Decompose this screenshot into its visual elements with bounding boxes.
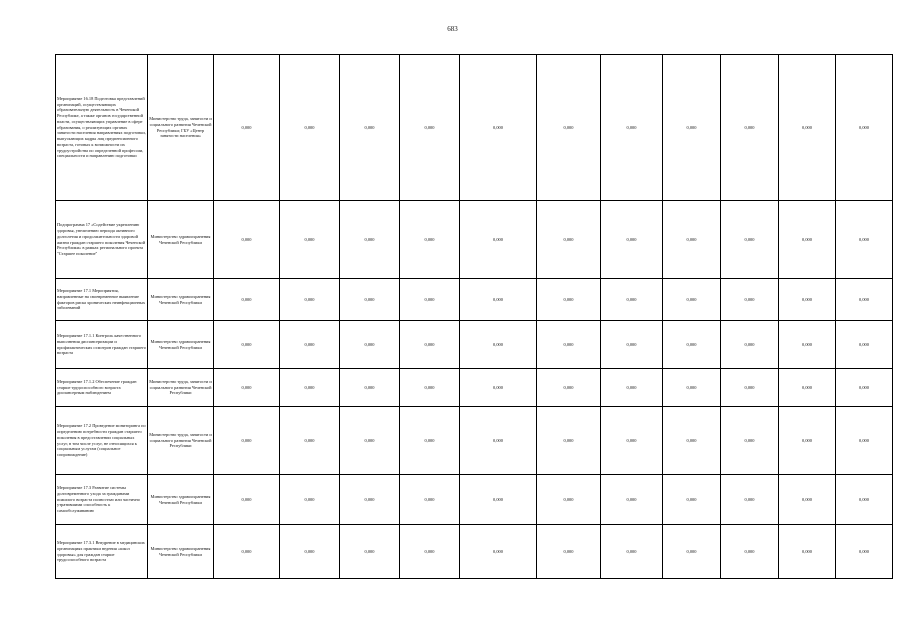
value-cell: 0,000 bbox=[400, 369, 460, 407]
value-cell: 0,000 bbox=[537, 407, 601, 475]
value-cell: 0,000 bbox=[280, 55, 340, 201]
value-cell: 0,000 bbox=[779, 369, 836, 407]
value-cell: 0,000 bbox=[836, 55, 893, 201]
value-cell: 0,000 bbox=[340, 55, 400, 201]
activity-name-cell: Мероприятие 17.2 Проведение мониторинга по определению потребности граждан старшего поколения в предоставлении социальных услуг, в том числе услуг, не относящихся к социальным услугам (социальное сопровождение) bbox=[56, 407, 148, 475]
table-row bbox=[56, 369, 893, 407]
table-body bbox=[56, 55, 893, 579]
value-cell: 0,000 bbox=[280, 279, 340, 321]
table-row bbox=[56, 55, 893, 201]
value-cell: 0,000 bbox=[280, 321, 340, 369]
value-cell: 0,000 bbox=[601, 475, 663, 525]
table-row bbox=[56, 279, 893, 321]
value-cell: 0,000 bbox=[340, 525, 400, 579]
value-cell: 0,000 bbox=[460, 321, 537, 369]
table-row bbox=[56, 475, 893, 525]
activity-name-cell: Подпрограмма 17 «Содействие укреплению здоровья, увеличению периода активного долголетия и продолжительности здоровой жизни граждан старшего поколения Чеченской Республики» в рамках регионального проекта "Старшее поколение" bbox=[56, 201, 148, 279]
value-cell: 0,000 bbox=[537, 369, 601, 407]
value-cell: 0,000 bbox=[280, 525, 340, 579]
value-cell: 0,000 bbox=[460, 201, 537, 279]
table-row bbox=[56, 321, 893, 369]
value-cell: 0,000 bbox=[537, 55, 601, 201]
value-cell: 0,000 bbox=[779, 475, 836, 525]
value-cell: 0,000 bbox=[663, 475, 721, 525]
value-cell: 0,000 bbox=[601, 55, 663, 201]
value-cell: 0,000 bbox=[400, 55, 460, 201]
value-cell: 0,000 bbox=[836, 525, 893, 579]
value-cell: 0,000 bbox=[214, 55, 280, 201]
value-cell: 0,000 bbox=[214, 321, 280, 369]
value-cell: 0,000 bbox=[340, 369, 400, 407]
value-cell: 0,000 bbox=[779, 321, 836, 369]
value-cell: 0,000 bbox=[400, 525, 460, 579]
value-cell: 0,000 bbox=[663, 369, 721, 407]
activity-name-cell: Мероприятие 17.3.1 Внедрение в медицинских организациях практики ведения «школ здоровья» для граждан старше трудоспособного возраста bbox=[56, 525, 148, 579]
value-cell: 0,000 bbox=[214, 279, 280, 321]
value-cell: 0,000 bbox=[721, 407, 779, 475]
executor-cell: Министерство здравоохранения Чеченской Республики bbox=[148, 525, 214, 579]
value-cell: 0,000 bbox=[400, 279, 460, 321]
value-cell: 0,000 bbox=[280, 201, 340, 279]
value-cell: 0,000 bbox=[340, 279, 400, 321]
value-cell: 0,000 bbox=[280, 369, 340, 407]
value-cell: 0,000 bbox=[663, 55, 721, 201]
value-cell: 0,000 bbox=[400, 321, 460, 369]
executor-cell: Министерство труда, занятости и социального развития Чеченской Республики; ГБУ «Центр занятости населения» bbox=[148, 55, 214, 201]
activity-name-cell: Мероприятие 17.1.1 Контроль качественного выполнения диспансеризации и профилактических осмотров граждан старшего возраста bbox=[56, 321, 148, 369]
value-cell: 0,000 bbox=[721, 525, 779, 579]
executor-cell: Министерство здравоохранения Чеченской Республики bbox=[148, 475, 214, 525]
value-cell: 0,000 bbox=[721, 55, 779, 201]
value-cell: 0,000 bbox=[460, 279, 537, 321]
value-cell: 0,000 bbox=[663, 279, 721, 321]
budget-table bbox=[55, 54, 893, 579]
value-cell: 0,000 bbox=[836, 407, 893, 475]
value-cell: 0,000 bbox=[663, 321, 721, 369]
value-cell: 0,000 bbox=[836, 321, 893, 369]
value-cell: 0,000 bbox=[340, 201, 400, 279]
value-cell: 0,000 bbox=[779, 201, 836, 279]
value-cell: 0,000 bbox=[400, 407, 460, 475]
value-cell: 0,000 bbox=[721, 321, 779, 369]
value-cell: 0,000 bbox=[537, 321, 601, 369]
value-cell: 0,000 bbox=[721, 201, 779, 279]
value-cell: 0,000 bbox=[836, 369, 893, 407]
executor-cell: Министерство труда, занятости и социального развития Чеченской Республики bbox=[148, 369, 214, 407]
value-cell: 0,000 bbox=[779, 407, 836, 475]
value-cell: 0,000 bbox=[663, 407, 721, 475]
value-cell: 0,000 bbox=[537, 475, 601, 525]
value-cell: 0,000 bbox=[779, 525, 836, 579]
value-cell: 0,000 bbox=[537, 525, 601, 579]
executor-cell: Министерство здравоохранения Чеченской Республики bbox=[148, 321, 214, 369]
value-cell: 0,000 bbox=[836, 279, 893, 321]
value-cell: 0,000 bbox=[721, 369, 779, 407]
value-cell: 0,000 bbox=[400, 475, 460, 525]
value-cell: 0,000 bbox=[601, 321, 663, 369]
table-row bbox=[56, 525, 893, 579]
value-cell: 0,000 bbox=[836, 475, 893, 525]
value-cell: 0,000 bbox=[779, 55, 836, 201]
value-cell: 0,000 bbox=[280, 407, 340, 475]
value-cell: 0,000 bbox=[663, 525, 721, 579]
activity-name-cell: Мероприятие 17.1.2 Обеспечение граждан старше трудоспособного возраста диспансерным наблюдением bbox=[56, 369, 148, 407]
executor-cell: Министерство здравоохранения Чеченской Республики bbox=[148, 201, 214, 279]
value-cell: 0,000 bbox=[460, 407, 537, 475]
value-cell: 0,000 bbox=[400, 201, 460, 279]
value-cell: 0,000 bbox=[537, 279, 601, 321]
table-row bbox=[56, 201, 893, 279]
executor-cell: Министерство здравоохранения Чеченской Республики bbox=[148, 279, 214, 321]
value-cell: 0,000 bbox=[460, 55, 537, 201]
value-cell: 0,000 bbox=[537, 201, 601, 279]
page-number: 683 bbox=[447, 25, 458, 33]
table-row bbox=[56, 407, 893, 475]
value-cell: 0,000 bbox=[214, 525, 280, 579]
value-cell: 0,000 bbox=[601, 279, 663, 321]
value-cell: 0,000 bbox=[214, 475, 280, 525]
value-cell: 0,000 bbox=[460, 475, 537, 525]
value-cell: 0,000 bbox=[340, 475, 400, 525]
executor-cell: Министерство труда, занятости и социального развития Чеченской Республики bbox=[148, 407, 214, 475]
value-cell: 0,000 bbox=[460, 525, 537, 579]
value-cell: 0,000 bbox=[280, 475, 340, 525]
activity-name-cell: Мероприятие 16.18 Подготовка представлений организаций, осуществляющих образовательную деятельность в Чеченской Республике, а также органов государственной власти, осуществляющих управление в сфере образования, о реализующих органах занятости населения направлениях подготовки, выпускающих кадры лиц предпенсионного возраста, готовых к возможности их трудоустройства по определенной профессии, специальности и направлению подготовки bbox=[56, 55, 148, 201]
value-cell: 0,000 bbox=[779, 279, 836, 321]
value-cell: 0,000 bbox=[214, 369, 280, 407]
activity-name-cell: Мероприятие 17.3 Развитие системы долговременного ухода за гражданами пожилого возраста полностью или частично утратившими способность к самообслуживанию bbox=[56, 475, 148, 525]
value-cell: 0,000 bbox=[721, 279, 779, 321]
value-cell: 0,000 bbox=[601, 525, 663, 579]
value-cell: 0,000 bbox=[601, 369, 663, 407]
value-cell: 0,000 bbox=[836, 201, 893, 279]
value-cell: 0,000 bbox=[214, 407, 280, 475]
value-cell: 0,000 bbox=[214, 201, 280, 279]
value-cell: 0,000 bbox=[601, 201, 663, 279]
value-cell: 0,000 bbox=[721, 475, 779, 525]
value-cell: 0,000 bbox=[601, 407, 663, 475]
value-cell: 0,000 bbox=[663, 201, 721, 279]
value-cell: 0,000 bbox=[460, 369, 537, 407]
value-cell: 0,000 bbox=[340, 321, 400, 369]
activity-name-cell: Мероприятие 17.1 Мероприятия, направленные на своевременное выявление факторов риска хронических неинфекционных заболеваний bbox=[56, 279, 148, 321]
value-cell: 0,000 bbox=[340, 407, 400, 475]
